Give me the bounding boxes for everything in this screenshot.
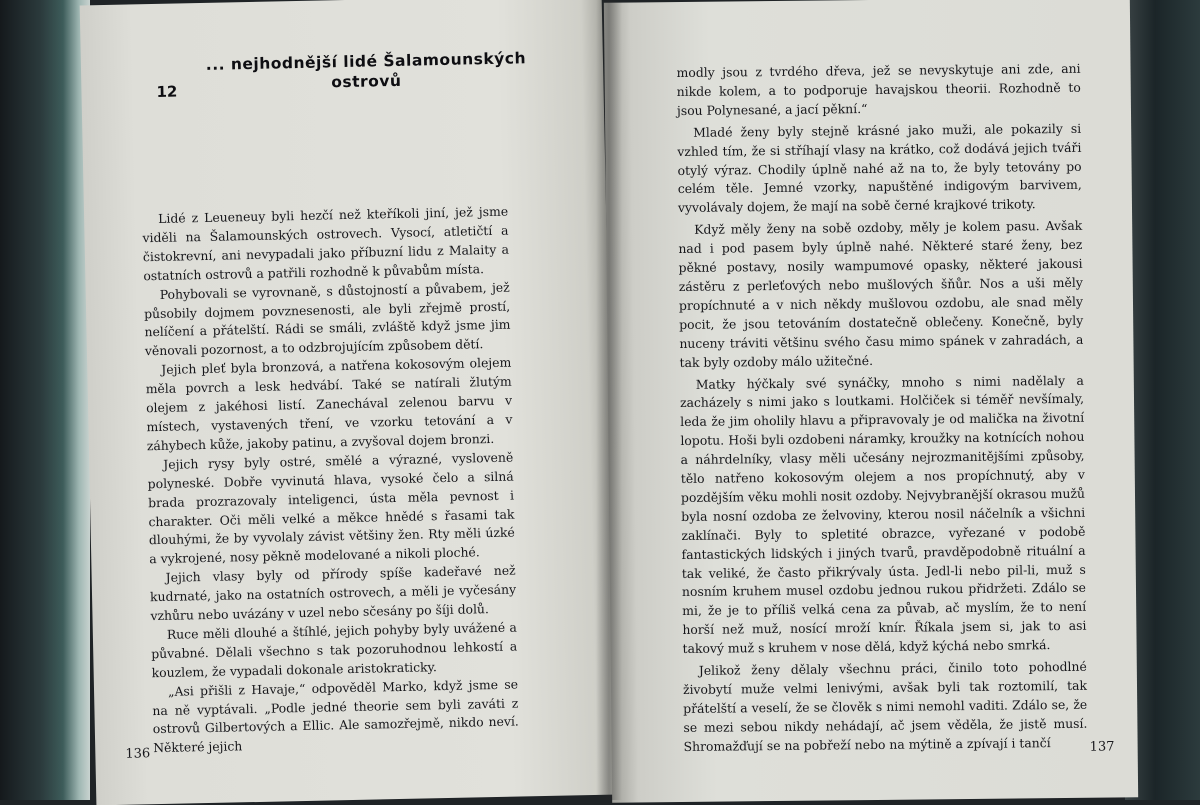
paragraph: Ruce měli dlouhé a štíhlé, jejich pohyby byly uvážené a půvabné. Dělali všechno s tak pozoruhodnou lehkostí a kouzlem, že vypadali dokonale aristokraticky. [151, 619, 518, 680]
paragraph: Když měly ženy na sobě ozdoby, měly je kolem pasu. Avšak nad i pod pasem byly úplně nahé. Některé staré ženy, bez pěkné postavy, nosily wampumové opasky, některé jakousi zástěru z perleťových nebo mušlových šňůr. Nos a uši měly propíchnuté a v nich někdy mušlovou ozdobu, ale snad měly pocit, že jsou tetováním dostatečně oblečeny. Konečně, byly nuceny tráviti většinu svého času mimo spánek v zahradách, a tak byly ozdoby málo užitečné. [678, 218, 1084, 370]
paragraph: Jejich pleť byla bronzová, a natřena kokosovým olejem měla povrch a lesk hedvábí. Také se natírali žlutým olejem z jakéhosi listí. Zanechával zelenou barvu v místech, vystavených tření, ve vzorku tetování a v záhybech kůže, jakoby patinu, a zvyšoval dojem bronzi. [145, 354, 513, 454]
right-page [604, 0, 1138, 803]
book-gutter-shadow [596, 0, 622, 800]
chapter-heading [156, 48, 557, 101]
paragraph: Jelikož ženy dělaly všechnu práci, činilo toto pohodlné živobytí muže velmi lenivými, avšak byli tak roztomilí, tak přátelští a veselí, že se člověk s nimi nemohl vaditi. Zdálo se, že se mezi sebou nikdy nehádají, ač jsem věděla, že jistě musí. Shromažďují se na pobřeží nebo na mýtině a zpívají i tančí [682, 658, 1088, 754]
chapter-title-line2: ostrovů [331, 71, 402, 92]
paragraph: Matky hýčkaly své synáčky, mnoho s nimi nadělaly a zacházely s nimi jako s loutkami. Holčiček si téměř nevšímaly, leda že jim oholily hlavu a připravovaly je od malička na životní lopotu. Hoši byli ozdobeni náramky, kroužky na kotnících nohou a náhrdelníky, vlasy měli učesány nejrozmanitějšími způsoby, tělo natřeno kokosovým olejem a nos propíchnutý, aby v pozdějším věku mohli nosit ozdoby. Nejvybranější okrasou mužů byla nosní ozdoba ze želvoviny, kterou nosil náčelník a všichni zaklínači. Byly to spletité obrazce, vyřezané v podobě fantastických lidských i jiných tvarů, pravděpodobně rituální a tak veliké, že často přikrývaly ústa. Jedl-li nebo pil-li, muž s nosním kruhem musel ozdobu jednou rukou přidržeti. Zdálo se mi, že je to příliš velká cena za půvab, ač myslím, že to není horší než muž, nosící mroží knír. Říkala jsem si, jak to asi takový muž s kruhem v nose dělá, když kýchá nebo smrká. [679, 372, 1087, 657]
right-page-body [676, 60, 1087, 757]
page-number: 137 [1089, 739, 1115, 755]
paragraph: Jejich vlasy byly od přírody spíše kadeřavé než kudrnaté, jako na ostatních ostrovech, a měli je vyčesány vzhůru nebo uvázány v uzel nebo sčesány po šíji dolů. [149, 562, 517, 624]
paragraph: modly jsou z tvrdého dřeva, jež se nevyskytuje ani zde, ani nikde kolem, a to podporuje havajskou theorii. Rozhodně to jsou Polynesané, a jací pěkní.“ [676, 60, 1081, 118]
page-number: 136 [125, 746, 151, 762]
left-page [80, 0, 619, 805]
chapter-title-line1: ... nejhodnější lidé Šalamounských [205, 49, 527, 74]
book-cover-left-edge [0, 0, 90, 800]
paragraph: Lidé z Leueneuy byli hezčí než kteříkoli jiní, jež jsme viděli na Šalamounských ostrovech. Vysocí, atletičtí a čistokrevní, ani nevypadali jako příbuzní lidu z Malaity a ostatních ostrovů a patřili rozhodně k půvabům místa. [142, 203, 510, 283]
paragraph: Pohybovali se vyrovnaně, s důstojností a půvabem, jež působily dojmem povznesenosti, ale byli zřejmě prostí, nelíčení a přátelští. Rádi se smáli, zvláště když jsme jim věnovali pozornost, a to odzbrojujícím způsobem dětí. [143, 279, 511, 359]
paragraph: „Asi přišli z Havaje,“ odpověděl Marko, když jsme se na ně vyptávali. „Podle jedné theorie sem byli zaváti z ostrovů Gilbertových a Ellic. Ale samozřejmě, nikdo neví. Některé jejich [152, 676, 519, 756]
paragraph: Jejich rysy byly ostré, smělé a výrazné, vysloveně polyneské. Dobře vyvinutá hlava, vysoké čelo a silná brada prozrazovaly inteligenci, ústa měla pevnost i charakter. Oči měli velké a měkce hnědé s řasami tak dlouhými, že by vyvolaly závist většiny žen. Rty měli úzké a vykrojené, nosy pěkně modelované a nikoli ploché. [147, 449, 515, 567]
paragraph: Mladé ženy byly stejně krásné jako muži, ale pokazily si vzhled tím, že si stříhají vlasy na krátko, což dodává jejich tváři otylý výraz. Chodily úplně nahé až na to, že byly tetovány po celém těle. Jemné vzorky, napuštěné indigovým barvivem, vyvolávaly dojem, že mají na sobě černé krajkové trikoty. [677, 120, 1082, 216]
chapter-number: 12 [156, 82, 178, 101]
left-page-body [142, 203, 519, 759]
